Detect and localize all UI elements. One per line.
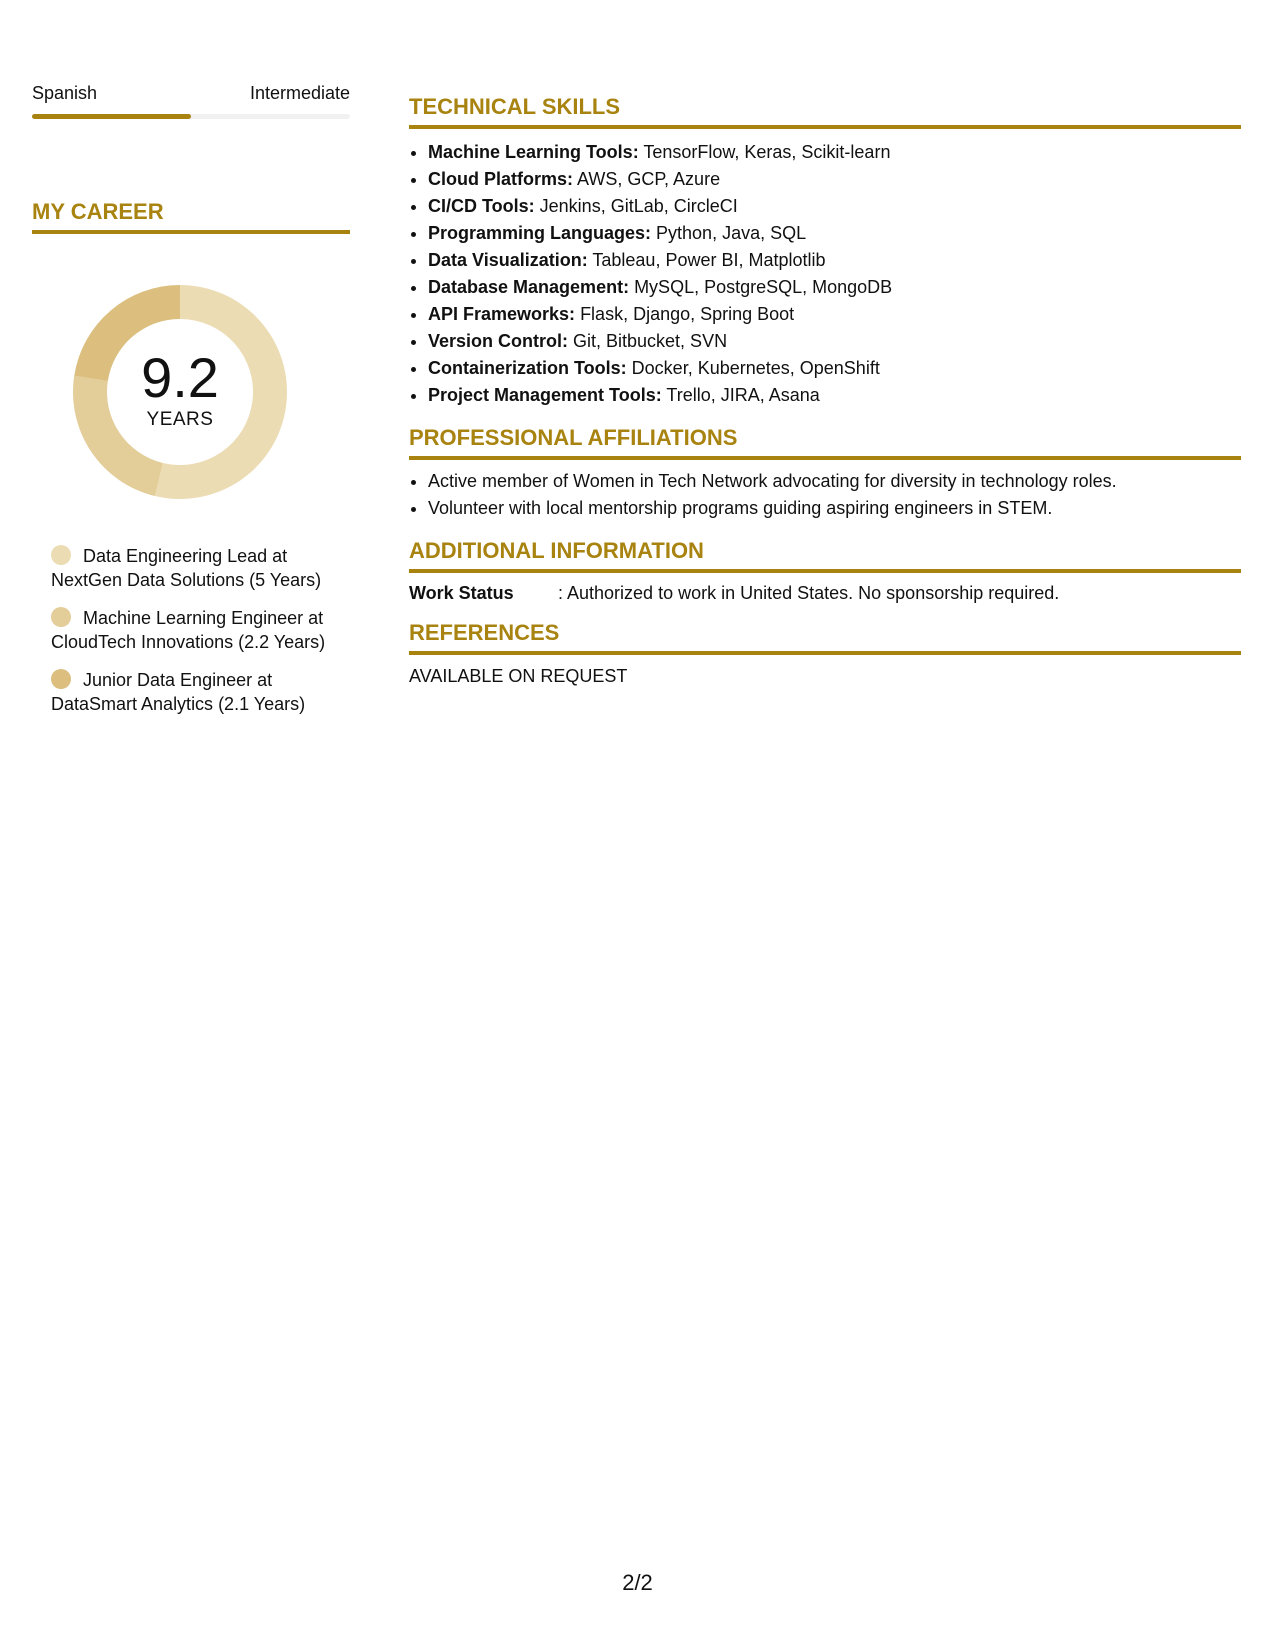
skill-value: Git, Bitbucket, SVN — [568, 331, 728, 351]
career-legend-item — [51, 544, 336, 592]
right-column — [409, 94, 1241, 687]
language-level: Intermediate — [249, 83, 350, 103]
skill-value: Tableau, Power BI, Matplotlib — [587, 250, 826, 270]
total-years-value: 9.2 — [141, 346, 219, 409]
skill-value: Python, Java, SQL — [651, 223, 807, 243]
skill-item — [428, 139, 1241, 166]
skill-label: Machine Learning Tools: — [428, 142, 639, 162]
work-status-label: Work Status — [409, 583, 514, 603]
technical-skills-title: TECHNICAL SKILLS — [409, 94, 1241, 129]
skill-item — [428, 166, 1241, 193]
career-legend-item — [51, 606, 336, 654]
work-status-value: : Authorized to work in United States. No sponsorship required. — [558, 583, 1060, 603]
career-donut-chart — [66, 278, 294, 506]
skill-value: Jenkins, GitLab, CircleCI — [534, 196, 738, 216]
skill-item — [428, 220, 1241, 247]
skill-item — [428, 328, 1241, 355]
skill-label: API Frameworks: — [428, 304, 576, 324]
skill-label: Cloud Platforms: — [428, 169, 574, 189]
total-years-unit: YEARS — [146, 409, 214, 430]
career-legend-item — [51, 668, 336, 716]
skill-value: Docker, Kubernetes, OpenShift — [626, 358, 880, 378]
skill-item — [428, 382, 1241, 409]
language-row — [32, 82, 350, 104]
additional-information-title: ADDITIONAL INFORMATION — [409, 538, 1241, 573]
skill-item — [428, 301, 1241, 328]
skill-item — [428, 274, 1241, 301]
references-title: REFERENCES — [409, 620, 1241, 655]
skill-item — [428, 355, 1241, 382]
language-name: Spanish — [32, 83, 98, 103]
page-number: 2/2 — [622, 1570, 653, 1595]
skill-item — [428, 247, 1241, 274]
career-legend — [51, 544, 336, 716]
left-column — [32, 82, 350, 730]
legend-dot-icon — [51, 669, 71, 689]
skill-value: TensorFlow, Keras, Scikit-learn — [638, 142, 891, 162]
skill-label: Containerization Tools: — [428, 358, 627, 378]
skill-value: Trello, JIRA, Asana — [661, 385, 820, 405]
references-text: AVAILABLE ON REQUEST — [409, 666, 628, 686]
skill-value: MySQL, PostgreSQL, MongoDB — [629, 277, 893, 297]
skill-label: CI/CD Tools: — [428, 196, 535, 216]
skill-label: Version Control: — [428, 331, 569, 351]
career-section-title: MY CAREER — [32, 199, 350, 234]
career-role-label: Machine Learning Engineer at CloudTech Innovations (2.2 Years) — [51, 608, 326, 652]
work-status-row — [409, 582, 1241, 604]
skill-item — [428, 193, 1241, 220]
affiliations-title: PROFESSIONAL AFFILIATIONS — [409, 425, 1241, 460]
affiliations-list — [409, 468, 1241, 522]
career-role-label: Junior Data Engineer at DataSmart Analytics (2.1 Years) — [51, 670, 306, 714]
affiliation-item: • Active member of Women in Tech Network advocating for diversity in technology roles. — [428, 468, 1241, 495]
skill-label: Programming Languages: — [428, 223, 652, 243]
career-role-label: Data Engineering Lead at NextGen Data Solutions (5 Years) — [51, 546, 322, 590]
skill-label: Database Management: — [428, 277, 630, 297]
legend-dot-icon — [51, 545, 71, 565]
language-proficiency-fill — [32, 114, 191, 119]
donut-center-label — [66, 346, 294, 431]
legend-dot-icon — [51, 607, 71, 627]
skill-value: Flask, Django, Spring Boot — [575, 304, 795, 324]
skill-label: Project Management Tools: — [428, 385, 662, 405]
technical-skills-list — [409, 139, 1241, 409]
affiliation-item: • Volunteer with local mentorship programs guiding aspiring engineers in STEM. — [428, 495, 1241, 522]
language-proficiency-bar — [32, 114, 350, 119]
skill-label: Data Visualization: — [428, 250, 588, 270]
skill-value: AWS, GCP, Azure — [573, 169, 721, 189]
language-item — [32, 82, 350, 119]
